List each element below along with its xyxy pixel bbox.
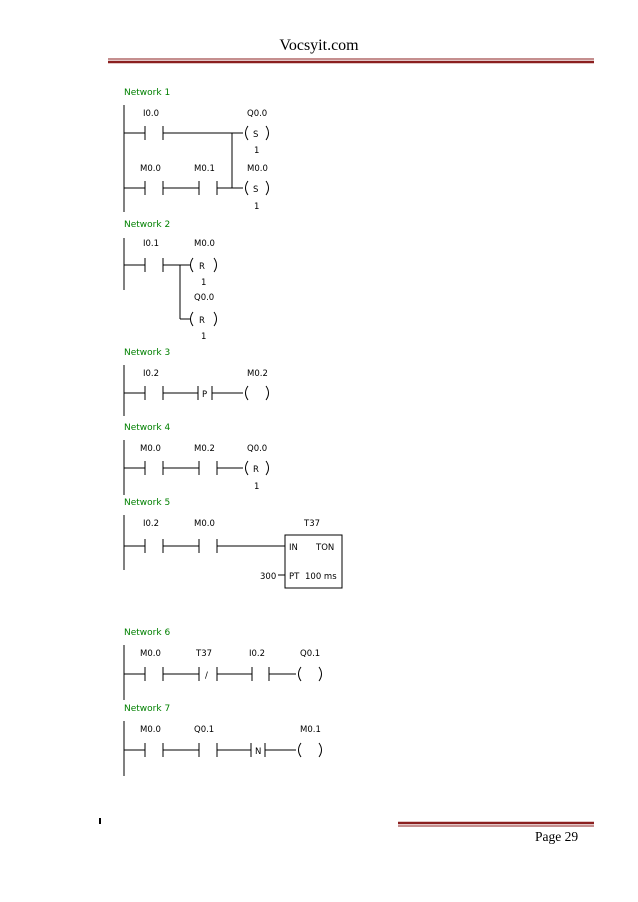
contact-label: I0.2 [249, 649, 266, 659]
coil-output [246, 386, 269, 400]
contact-label: T37 [196, 649, 213, 659]
coil-type: R [199, 316, 205, 326]
coil-type: S [253, 130, 259, 140]
coil-count: 1 [254, 482, 260, 492]
coil-label: M0.1 [300, 725, 321, 735]
contact-label: I0.1 [143, 239, 160, 249]
contact-chain [124, 743, 296, 757]
timer-label: T37 [304, 519, 321, 529]
contact-label: I0.0 [143, 109, 160, 119]
coil-label: M0.0 [247, 164, 268, 174]
contact-label: M0.1 [194, 164, 215, 174]
contact-no [124, 461, 243, 475]
timer-in: IN [289, 543, 298, 553]
coil-output [299, 667, 322, 681]
footer-page-number: Page 29 [535, 829, 579, 844]
contact-no [124, 539, 285, 553]
network-title: Network 1 [124, 88, 171, 98]
page-header-title: Vocsyit.com [279, 37, 359, 54]
network-1 [124, 88, 269, 212]
network-5 [124, 498, 342, 588]
contact-label: I0.2 [143, 519, 160, 529]
edge-marker: N [255, 747, 262, 757]
contact-chain [124, 667, 296, 681]
network-2 [124, 220, 217, 342]
contact-label: M0.0 [140, 649, 161, 659]
timer-preset-value: 300 [260, 572, 277, 582]
coil-count: 1 [254, 146, 260, 156]
network-title: Network 7 [124, 704, 171, 714]
timer-type: TON [316, 543, 335, 553]
coil-type: R [253, 465, 259, 475]
network-4 [124, 423, 269, 495]
coil-label: Q0.0 [247, 109, 268, 119]
coil-type: S [253, 185, 259, 195]
contact-label: M0.0 [140, 164, 161, 174]
coil-label: Q0.0 [194, 293, 215, 303]
contact-label: M0.0 [140, 725, 161, 735]
network-7 [124, 704, 322, 776]
coil-type: R [199, 262, 205, 272]
contact-label: M0.0 [194, 519, 215, 529]
contact-label: M0.2 [194, 444, 215, 454]
network-3 [124, 348, 269, 416]
timer-pt: PT [289, 572, 300, 582]
coil-label: M0.2 [247, 369, 268, 379]
coil-output [299, 743, 322, 757]
network-6 [124, 628, 322, 700]
coil-count: 1 [201, 332, 207, 342]
network-title: Network 4 [124, 423, 171, 433]
network-title: Network 3 [124, 348, 171, 358]
coil-count: 1 [201, 278, 207, 288]
contact-no [124, 126, 238, 140]
contact-label: M0.0 [140, 444, 161, 454]
coil-label: Q0.0 [247, 444, 268, 454]
edge-marker: P [202, 390, 208, 400]
coil-label: Q0.1 [300, 649, 321, 659]
contact-label: I0.2 [143, 369, 160, 379]
coil-count: 1 [254, 202, 260, 212]
coil-label: M0.0 [194, 239, 215, 249]
network-title: Network 2 [124, 220, 171, 230]
nc-marker: / [205, 671, 208, 681]
timer-base: 100 ms [305, 572, 337, 582]
network-title: Network 5 [124, 498, 171, 508]
contact-no [124, 386, 243, 400]
contact-label: Q0.1 [194, 725, 215, 735]
contact-no [124, 258, 190, 319]
network-title: Network 6 [124, 628, 171, 638]
